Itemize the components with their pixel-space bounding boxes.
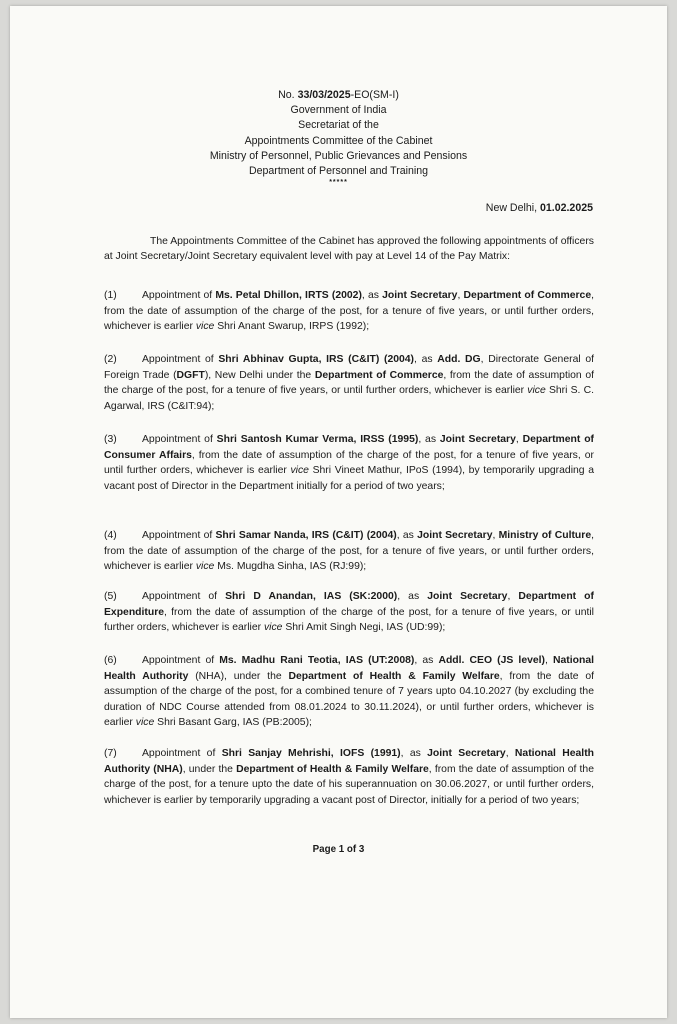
header-line-acc: Appointments Committee of the Cabinet [244,134,433,147]
appointment-paragraph-5: (5) Appointment of Shri D Anandan, IAS (SK:2000), as Joint Secretary, Department of Expenditure, from the date of assumption of the charge of the post, for a tenure of five years, or until further orders, whichever is earlier vice Shri Amit Singh Negi, IAS (UD:99); [104,591,594,634]
appointment-paragraph-2: (2) Appointment of Shri Abhinav Gupta, IRS (C&IT) (2004), as Add. DG, Directorate General of Foreign Trade (DGFT), New Delhi under the Department of Commerce, from the date of assumption of the charge of the post, for a tenure of five years, or until further orders, whichever is earlier vice Shri S. C. Agarwal, IRS (C&IT:94); [104,354,595,412]
letter-date: 01.02.2025 [539,202,593,214]
file-number-line: No. 33/03/2025-EO(SM-I) [278,89,399,101]
document-page [10,6,667,1018]
file-number: 33/03/2025 [297,89,351,101]
header-line-secretariat: Secretariat of the [298,119,379,132]
appointment-paragraph-4: (4) Appointment of Shri Samar Nanda, IRS (C&IT) (2004), as Joint Secretary, Ministry of Culture, from the date of assumption of the charge of the post, for a tenure of five years, or until further orders, whichever is earlier vice Ms. Mugdha Sinha, IAS (RJ:99); [104,530,594,573]
place-and-date: New Delhi, 01.02.2025 [485,202,593,214]
page-number: Page 1 of 3 [312,844,365,855]
header-separator-stars: ***** [329,179,348,187]
appointment-paragraph-7: (7) Appointment of Shri Sanjay Mehrishi, IOFS (1991), as Joint Secretary, National Health Authority (NHA), under the Department of Health & Family Welfare, from the date of assumption of the charge of the post, for a tenure upto the date of his superannuation on 30.06.2027, or until further orders, whichever is earlier by temporarily upgrading a vacant post of Director, initially for a period of two years; [104,748,594,806]
appointment-paragraph-6: (6) Appointment of Ms. Madhu Rani Teotia, IAS (UT:2008), as Addl. CEO (JS level), National Health Authority (NHA), under the Department of Health & Family Welfare, from the date of assumption of the charge of the post, for a combined tenure of 7 years upto 04.10.2027 (by excluding the duration of NDC Course attended from 08.01.2024 to 30.11.2024), or until further orders, whichever is earlier vice Shri Basant Garg, IAS (PB:2005); [104,655,594,729]
appointment-paragraph-1: (1) Appointment of Ms. Petal Dhillon, IRTS (2002), as Joint Secretary, Department of Commerce, from the date of assumption of the charge of the post, for a tenure of five years, or until further orders, whichever is earlier vice Shri Anant Swarup, IRPS (1992); [104,290,594,333]
letter-header [10,88,667,187]
intro-paragraph: The Appointments Committee of the Cabinet has approved the following appointments of officers at Joint Secretary/Joint Secretary equivalent level with pay at Level 14 of the Pay Matrix: [104,236,594,262]
appointment-paragraph-3: (3) Appointment of Shri Santosh Kumar Verma, IRSS (1995), as Joint Secretary, Department of Consumer Affairs, from the date of assumption of the charge of the post, for a tenure of five years, or until further orders, whichever is earlier vice Shri Vineet Mathur, IPoS (1994), by temporarily upgrading a vacant post of Director in the Department initially for a period of two years; [104,434,595,492]
header-line-government: Government of India [290,104,387,117]
header-line-ministry: Ministry of Personnel, Public Grievances and Pensions [209,149,468,162]
header-line-department: Department of Personnel and Training [248,165,429,178]
